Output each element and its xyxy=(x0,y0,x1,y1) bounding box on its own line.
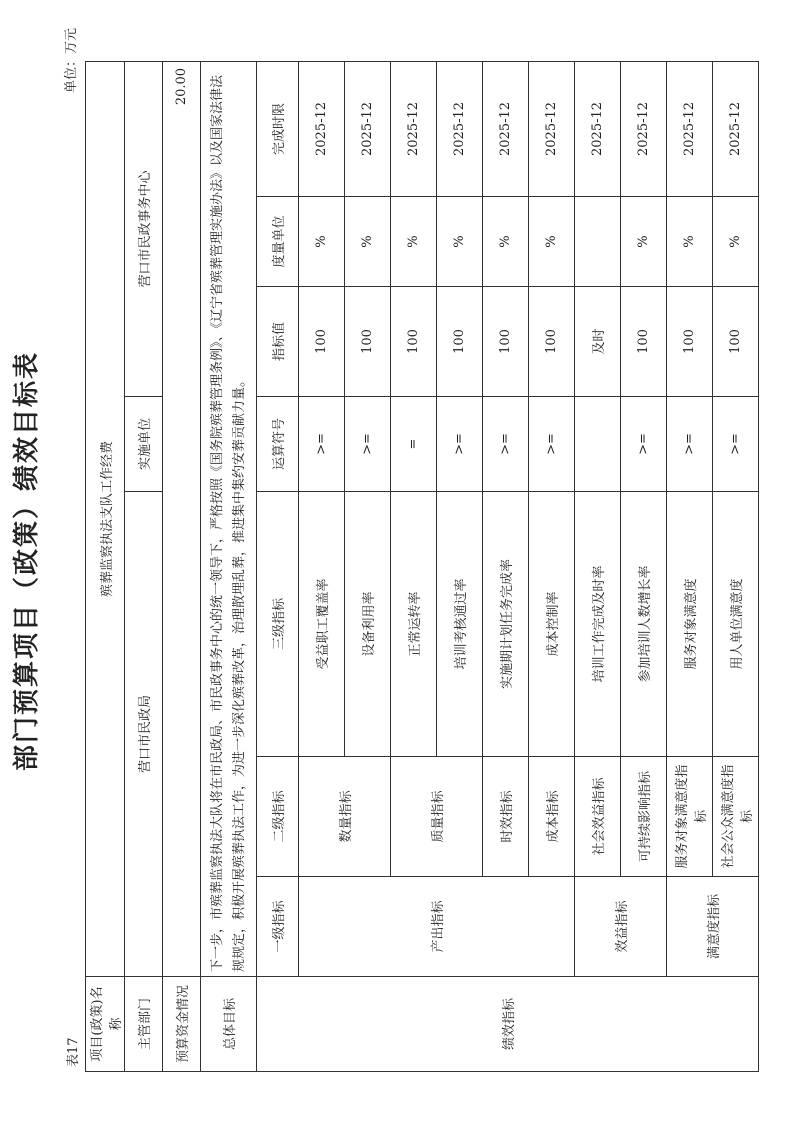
indicator-l3: 成本控制率 xyxy=(529,492,575,757)
indicator-unit xyxy=(575,197,621,287)
indicator-deadline: 2025-12 xyxy=(713,61,759,196)
indicator-l3: 受益职工覆盖率 xyxy=(299,492,345,757)
indicator-val: 100 xyxy=(483,287,529,397)
level1-indicator: 满意度指标 xyxy=(667,877,759,977)
impl-label: 实施单位 xyxy=(125,397,163,492)
indicator-val: 100 xyxy=(667,287,713,397)
indicator-l3: 正常运转率 xyxy=(391,492,437,757)
indicator-val: 100 xyxy=(713,287,759,397)
indicator-deadline: 2025-12 xyxy=(391,61,437,196)
indicator-unit: % xyxy=(437,197,483,287)
dept-label: 主管部门 xyxy=(125,977,163,1072)
indicator-row xyxy=(575,61,621,1071)
indicator-val: 100 xyxy=(391,287,437,397)
indicator-deadline: 2025-12 xyxy=(345,61,391,196)
header-val: 指标值 xyxy=(257,287,299,397)
level2-indicator: 质量指标 xyxy=(391,757,483,877)
performance-table xyxy=(85,61,759,1072)
page-title: 部门预算项目（政策）绩效目标表 xyxy=(12,351,42,772)
indicator-val: 及时 xyxy=(575,287,621,397)
indicator-op: >= xyxy=(483,397,529,492)
indicator-unit: % xyxy=(713,197,759,287)
perf-label: 绩效指标 xyxy=(257,977,759,1072)
indicator-val: 100 xyxy=(621,287,667,397)
indicator-val: 100 xyxy=(345,287,391,397)
level2-indicator: 可持续影响指标 xyxy=(621,757,667,877)
indicator-l3: 服务对象满意度 xyxy=(667,492,713,757)
indicator-unit: % xyxy=(345,197,391,287)
indicator-l3: 培训工作完成及时率 xyxy=(575,492,621,757)
indicator-deadline: 2025-12 xyxy=(621,61,667,196)
level1-indicator: 效益指标 xyxy=(575,877,667,977)
project-name: 殡葬监察执法支队工作经费 xyxy=(86,61,125,976)
project-name-label: 项目(政策)名称 xyxy=(86,977,125,1072)
impl-value: 营口市民政事务中心 xyxy=(125,61,163,396)
indicator-op: >= xyxy=(529,397,575,492)
table-number: 表17 xyxy=(66,1037,81,1067)
indicator-unit: % xyxy=(529,197,575,287)
indicator-unit: % xyxy=(621,197,667,287)
budget-value: 20.00 xyxy=(163,61,201,976)
indicator-l3: 参加培训人数增长率 xyxy=(621,492,667,757)
header-l2: 二级指标 xyxy=(257,757,299,877)
budget-label: 预算资金情况 xyxy=(163,977,201,1072)
indicator-row xyxy=(667,61,713,1071)
header-l1: 一级指标 xyxy=(257,877,299,977)
indicator-deadline: 2025-12 xyxy=(483,61,529,196)
indicator-deadline: 2025-12 xyxy=(529,61,575,196)
level1-indicator: 产出指标 xyxy=(299,877,575,977)
indicator-deadline: 2025-12 xyxy=(299,61,345,196)
indicator-l3: 设备利用率 xyxy=(345,492,391,757)
indicator-op: >= xyxy=(345,397,391,492)
unit-label: 单位：万元 xyxy=(64,28,79,94)
dept-value: 营口市民政局 xyxy=(125,492,163,977)
indicator-row xyxy=(299,61,345,1071)
indicator-val: 100 xyxy=(299,287,345,397)
header-l3: 三级指标 xyxy=(257,492,299,757)
indicator-deadline: 2025-12 xyxy=(437,61,483,196)
level2-indicator: 服务对象满意度指标 xyxy=(667,757,713,877)
level2-indicator: 社会公众满意度指标 xyxy=(713,757,759,877)
level2-indicator: 时效指标 xyxy=(483,757,529,877)
indicator-unit: % xyxy=(483,197,529,287)
indicator-l3: 培训考核通过率 xyxy=(437,492,483,757)
indicator-l3: 用人单位满意度 xyxy=(713,492,759,757)
indicator-unit: % xyxy=(667,197,713,287)
indicator-val: 100 xyxy=(529,287,575,397)
indicator-unit: % xyxy=(391,197,437,287)
indicator-op: >= xyxy=(713,397,759,492)
header-op: 运算符号 xyxy=(257,397,299,492)
indicator-op: >= xyxy=(437,397,483,492)
indicator-unit: % xyxy=(299,197,345,287)
indicator-deadline: 2025-12 xyxy=(575,61,621,196)
indicator-op: >= xyxy=(667,397,713,492)
goal-text: 下一步，市殡葬监察执法大队将在市民政局、市民政事务中心的统一领导下，严格按照《国务院殡葬管理条例》、《辽宁省殡葬管理实施办法》以及国家法律法规规定，积极开展殡葬执法工作，为进一步深化殡葬改革，治理散埋乱葬，推进集中集约安葬贡献力量。 xyxy=(201,61,257,976)
level2-indicator: 成本指标 xyxy=(529,757,575,877)
header-deadline: 完成时限 xyxy=(257,61,299,196)
indicator-op: = xyxy=(391,397,437,492)
indicator-val: 100 xyxy=(437,287,483,397)
indicator-op: >= xyxy=(621,397,667,492)
indicator-op xyxy=(575,397,621,492)
indicator-deadline: 2025-12 xyxy=(667,61,713,196)
indicator-l3: 实施期计划任务完成率 xyxy=(483,492,529,757)
level2-indicator: 社会效益指标 xyxy=(575,757,621,877)
level2-indicator: 数量指标 xyxy=(299,757,391,877)
indicator-op: >= xyxy=(299,397,345,492)
header-unit: 度量单位 xyxy=(257,197,299,287)
goal-label: 总体目标 xyxy=(201,977,257,1072)
